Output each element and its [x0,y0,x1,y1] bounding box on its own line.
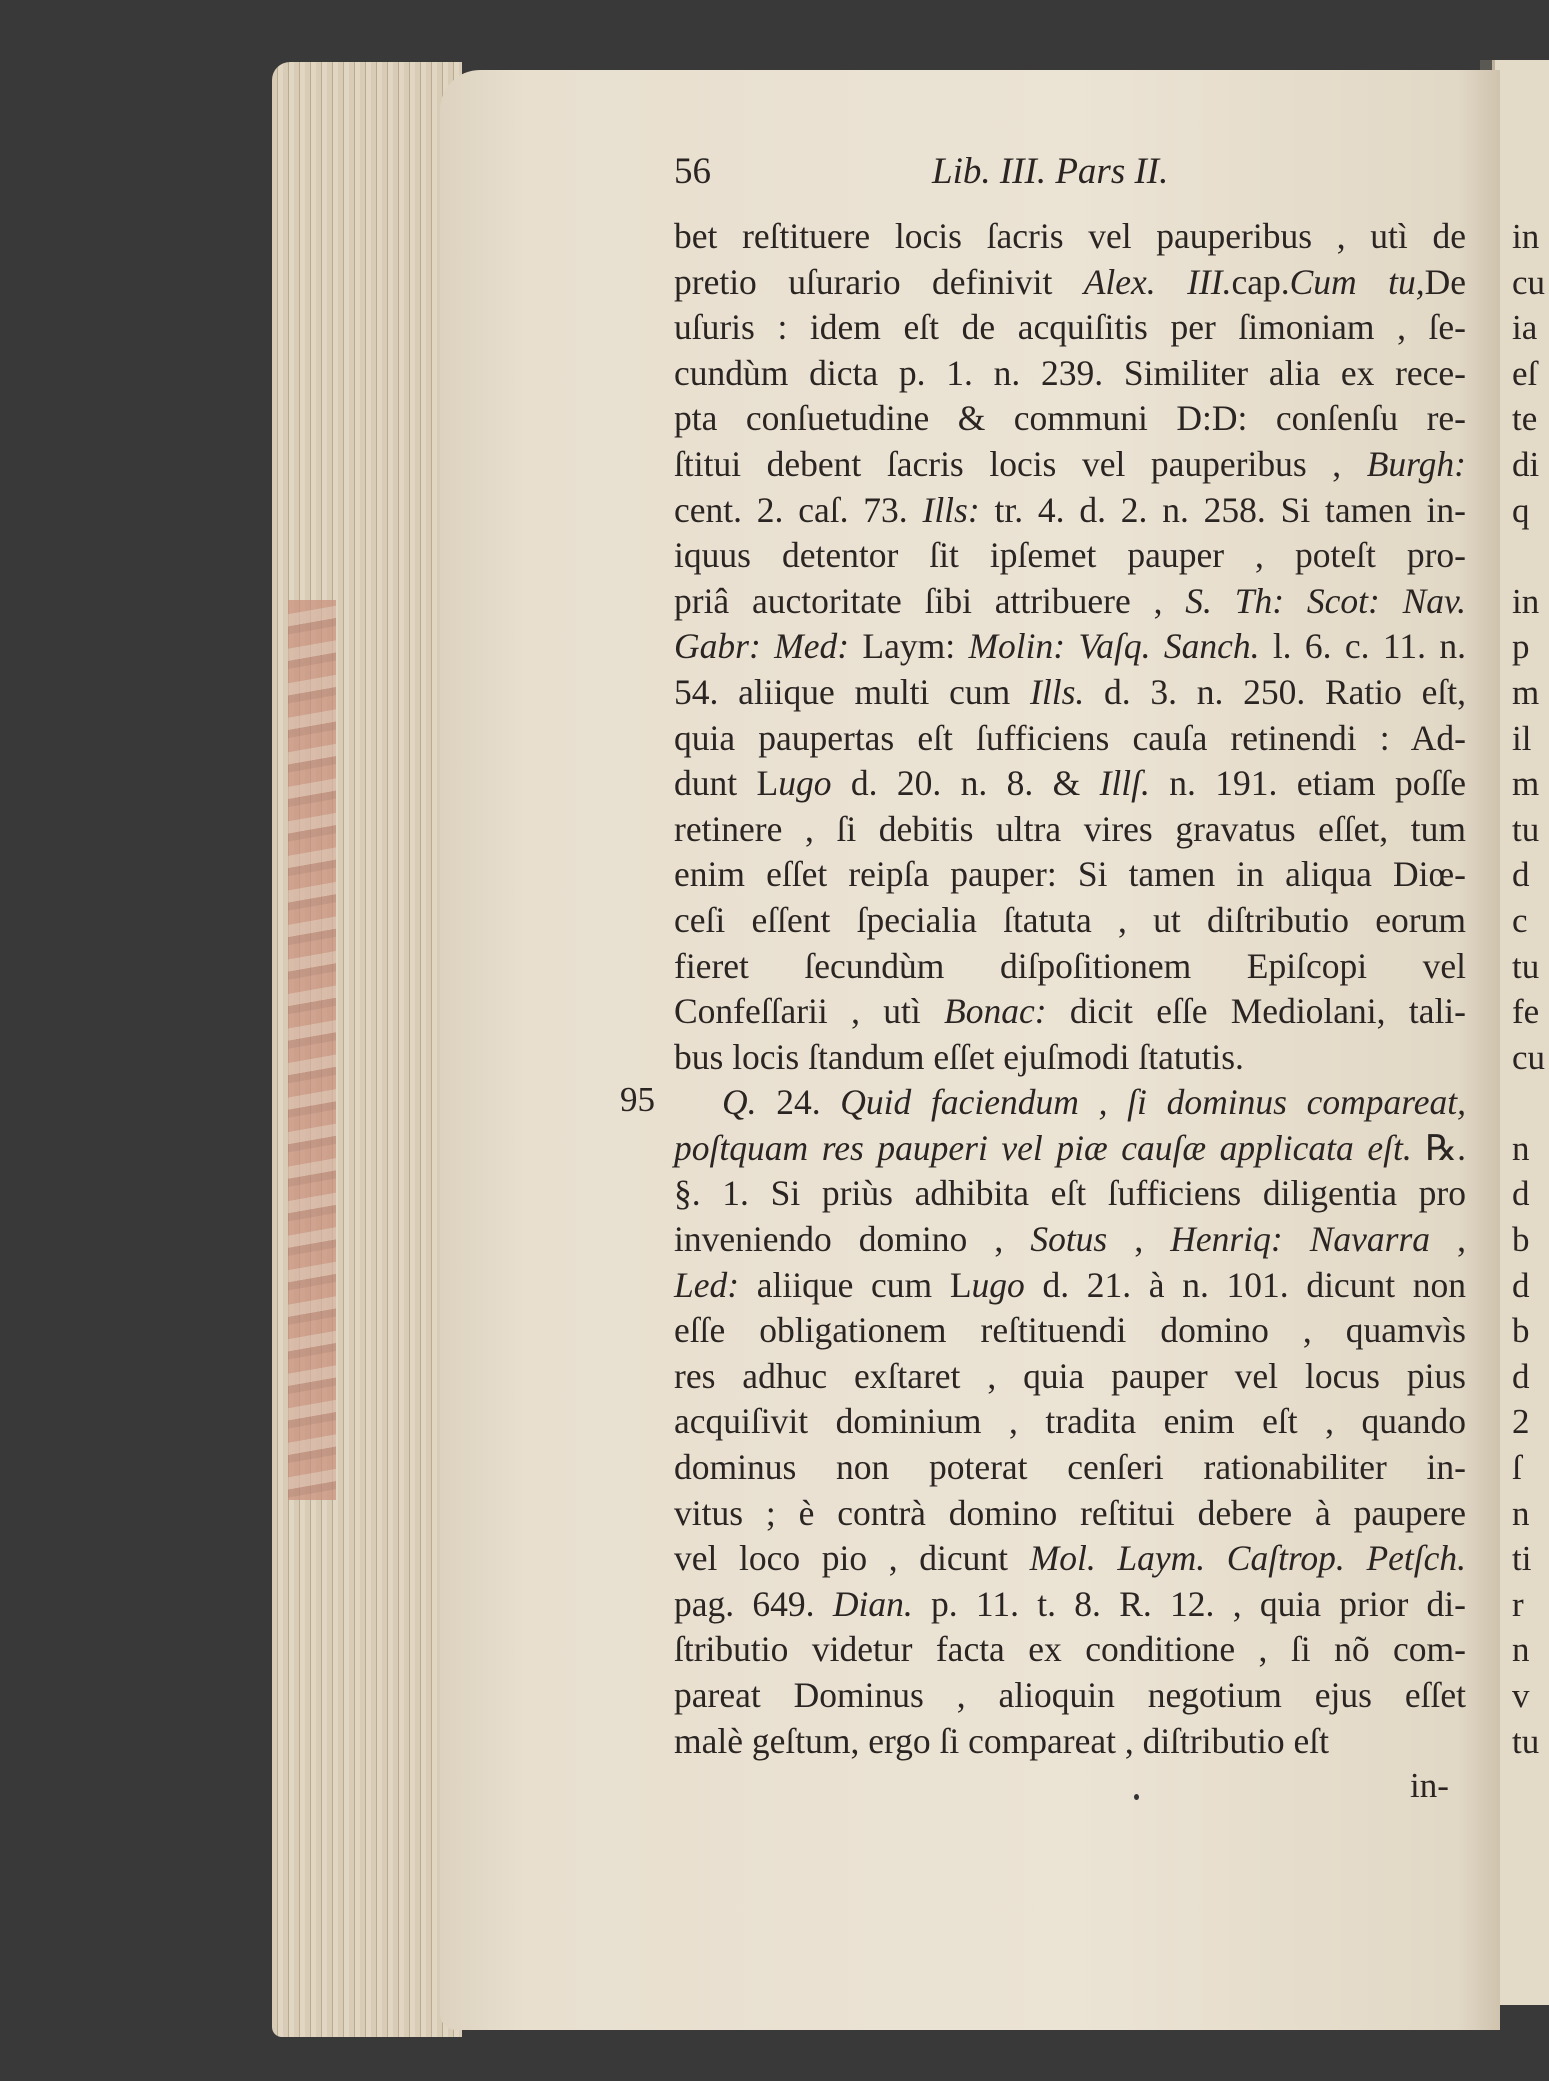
facing-page-fragment: ſ [1512,1448,1522,1488]
facing-page-fragment: d [1512,1356,1530,1396]
text-line [674,1627,1466,1673]
text-line [674,1445,1466,1491]
text-line [674,442,1466,488]
text-segment: eſſe obligationem reſtituendi domino , quamvìs [674,1310,1466,1351]
facing-page-fragment: p [1512,627,1530,667]
text-segment: vitus ; è contrà domino reſtitui debere à paupere [674,1492,1466,1533]
body-text [674,214,1466,1764]
facing-page-fragment: tu [1512,946,1540,986]
text-line [674,1035,1466,1081]
facing-page-fragment: r [1512,1584,1524,1624]
text-line [674,944,1466,990]
text-line [674,1308,1466,1354]
text-line [674,533,1466,579]
text-line [674,579,1466,625]
text-line [674,488,1466,534]
facing-page-fragment: ti [1512,1539,1532,1579]
facing-page-fragment: in [1512,581,1540,621]
italic-citation: Ills: [922,489,980,530]
facing-page-fragment: ia [1512,308,1538,348]
text-line [674,761,1466,807]
text-line [674,807,1466,853]
text-segment: ſtitui debent ſacris locis vel pauperibus , [674,443,1367,484]
italic-citation: Cum tu, [1289,261,1425,302]
facing-page-fragment: b [1512,1220,1530,1260]
text-line [674,1399,1466,1445]
running-head [674,150,1464,196]
text-segment: bet reſtituere locis ſacris vel pauperibus , utì de [674,216,1466,256]
facing-page-fragment: n [1512,1493,1530,1533]
italic-citation: Dian. [832,1583,913,1624]
facing-page-fragment: d [1512,855,1530,895]
text-segment: ſtributio videtur facta ex conditione , ſi nõ com- [674,1629,1466,1670]
text-line [674,305,1466,351]
facing-page-fragment: b [1512,1311,1530,1351]
text-segment: inveniendo domino , [674,1219,1031,1260]
text-segment: cundùm dicta p. 1. n. 239. Similiter alia ex rece- [674,352,1466,393]
text-segment: 54. aliique multi cum [674,671,1031,712]
text-segment: , [1430,1219,1467,1260]
text-line [674,1536,1466,1582]
facing-page-fragment: m [1512,672,1540,712]
text-segment: pag. 649. [674,1583,833,1624]
italic-citation: Mol. Laym. Caſtrop. Petſch. [1029,1538,1466,1579]
text-segment: pretio uſurario definivit [674,261,1084,302]
italic-citation: Quid faciendum , ſi dominus compareat, [840,1082,1466,1123]
text-segment: cent. 2. caſ. 73. [674,489,923,530]
facing-page-fragment: tu [1512,809,1540,849]
text-segment: uſuris : idem eſt de acquiſitis per ſimoniam , ſe- [674,307,1466,348]
italic-citation: Burgh: [1366,443,1466,484]
facing-page-fragment: in [1512,217,1540,256]
text-segment: dicit eſſe Mediolani, tali- [1046,991,1466,1032]
text-line [674,670,1466,716]
italic-citation: Henriq: Navarra [1170,1219,1431,1260]
italic-citation: Bonac: [944,991,1047,1032]
italic-citation: ugo [778,763,832,804]
facing-page-fragment [1512,1080,1545,1126]
text-segment: dunt L [674,763,779,804]
text-segment: , [1107,1219,1171,1260]
text-segment: d. 20. n. 8. & [831,763,1100,804]
facing-page-text-fragments [1512,214,1545,1764]
facing-page-fragment: d [1512,1174,1530,1214]
text-segment: n. 191. etiam poſſe [1149,763,1466,804]
text-line [674,898,1466,944]
text-segment: res adhuc exſtaret , quia pauper vel locus pius [674,1355,1466,1396]
ink-speck [1134,1794,1139,1800]
italic-citation: Gabr: Med: [674,626,850,667]
text-segment: enim eſſet reipſa pauper: Si tamen in aliqua Diœ- [674,854,1466,895]
facing-page-fragment: d [1512,1265,1530,1305]
text-segment: ℞. [1411,1127,1466,1168]
text-segment: fieret ſecundùm diſpoſitionem Epiſcopi vel [674,945,1466,986]
facing-page-fragment: v [1512,1676,1530,1715]
text-segment: p. 11. t. 8. R. 12. , quia prior di- [912,1583,1466,1624]
text-line [674,351,1466,397]
facing-page-fragment: cu [1512,1037,1546,1077]
italic-citation: S. Th: Scot: Nav. [1185,580,1466,621]
text-segment: acquiſivit dominium , tradita enim eſt , quando [674,1401,1466,1442]
text-line [674,1491,1466,1537]
text-segment: tr. 4. d. 2. n. 258. Si tamen in- [979,489,1466,530]
facing-page-fragment: eſ [1512,353,1538,393]
text-segment: d. 21. à n. 101. dicunt non [1024,1264,1466,1305]
text-segment: priâ auctoritate ſibi attribuere , [674,580,1186,621]
text-line [674,1263,1466,1309]
italic-citation: Molin: Vaſq. Sanch. [968,626,1260,667]
text-line [674,396,1466,442]
italic-citation: Illſ. [1099,763,1150,804]
margin-paragraph-number: 95 [620,1080,655,1120]
text-segment: bus locis ſtandum eſſet ejuſmodi ſtatutis. [674,1036,1244,1077]
text-line [674,1719,1466,1765]
catchword: in- [1410,1766,1449,1805]
facing-page-fragment [1512,533,1545,579]
text-segment: Laym: [849,626,969,667]
text-segment: 24. [756,1082,841,1123]
text-line [674,1673,1466,1719]
facing-page-fragment: q [1512,490,1530,530]
italic-citation: poſtquam res pauperi vel piæ cauſæ applicata eſt. [674,1127,1412,1168]
page-number: 56 [674,151,711,192]
text-line [674,260,1466,306]
text-segment: Confeſſarii , utì [674,991,945,1032]
text-segment: malè geſtum, ergo ſi compareat , diſtributio eſt [674,1720,1329,1761]
text-line [674,1582,1466,1628]
text-segment: cap. [1231,261,1290,302]
text-segment: aliique cum L [739,1264,972,1305]
facing-page-fragment: di [1512,444,1540,484]
facing-page-fragment: n [1512,1128,1530,1168]
text-segment: quia paupertas eſt ſufficiens cauſa retinendi : Ad- [674,717,1466,758]
text-segment: d. 3. n. 250. Ratio eſt, [1084,671,1466,712]
facing-page-fragment: 2 [1512,1402,1530,1442]
text-segment: §. 1. Si priùs adhibita eſt ſufficiens diligentia pro [674,1173,1466,1214]
italic-citation: Alex. III. [1083,261,1232,302]
text-segment: dominus non poterat cenſeri rationabiliter in- [674,1447,1466,1488]
facing-page-fragment: il [1512,718,1532,758]
text-segment: pta conſuetudine & communi D:D: conſenſu re- [674,398,1466,439]
text-line [674,989,1466,1035]
facing-page-fragment: c [1512,900,1528,940]
italic-citation: Sotus [1030,1219,1108,1260]
italic-citation: ugo [971,1264,1025,1305]
facing-page-fragment: tu [1512,1721,1540,1761]
facing-page-fragment: m [1512,764,1540,804]
text-line [674,1171,1466,1217]
italic-citation: Q. [722,1082,757,1123]
italic-citation: Ills. [1030,671,1085,712]
text-segment: iquus detentor ſit ipſemet pauper , poteſt pro- [674,535,1466,576]
running-title: Lib. III. Pars II. [932,151,1169,192]
text-segment: ceſi eſſent ſpecialia ſtatuta , ut diſtributio eorum [674,899,1466,940]
text-line [674,624,1466,670]
facing-page-fragment: te [1512,399,1538,439]
facing-page-fragment: cu [1512,262,1546,302]
text-segment: pareat Dominus , alioquin negotium ejus eſſet [674,1675,1466,1715]
text-line [674,1354,1466,1400]
text-segment: retinere , ſi debitis ultra vires gravatus eſſet, tum [674,808,1466,849]
text-segment: De [1424,261,1466,302]
text-line [674,852,1466,898]
text-line [674,1126,1466,1172]
text-line [674,1080,1466,1126]
italic-citation: Led: [674,1264,740,1305]
text-line [674,1217,1466,1263]
text-line [674,214,1466,260]
marbled-edge [288,600,336,1500]
facing-page-fragment: fe [1512,992,1540,1032]
text-segment: vel loco pio , dicunt [674,1538,1030,1579]
facing-page-fragment: n [1512,1630,1530,1670]
text-line [674,716,1466,762]
text-segment: l. 6. c. 11. n. [1259,626,1466,667]
